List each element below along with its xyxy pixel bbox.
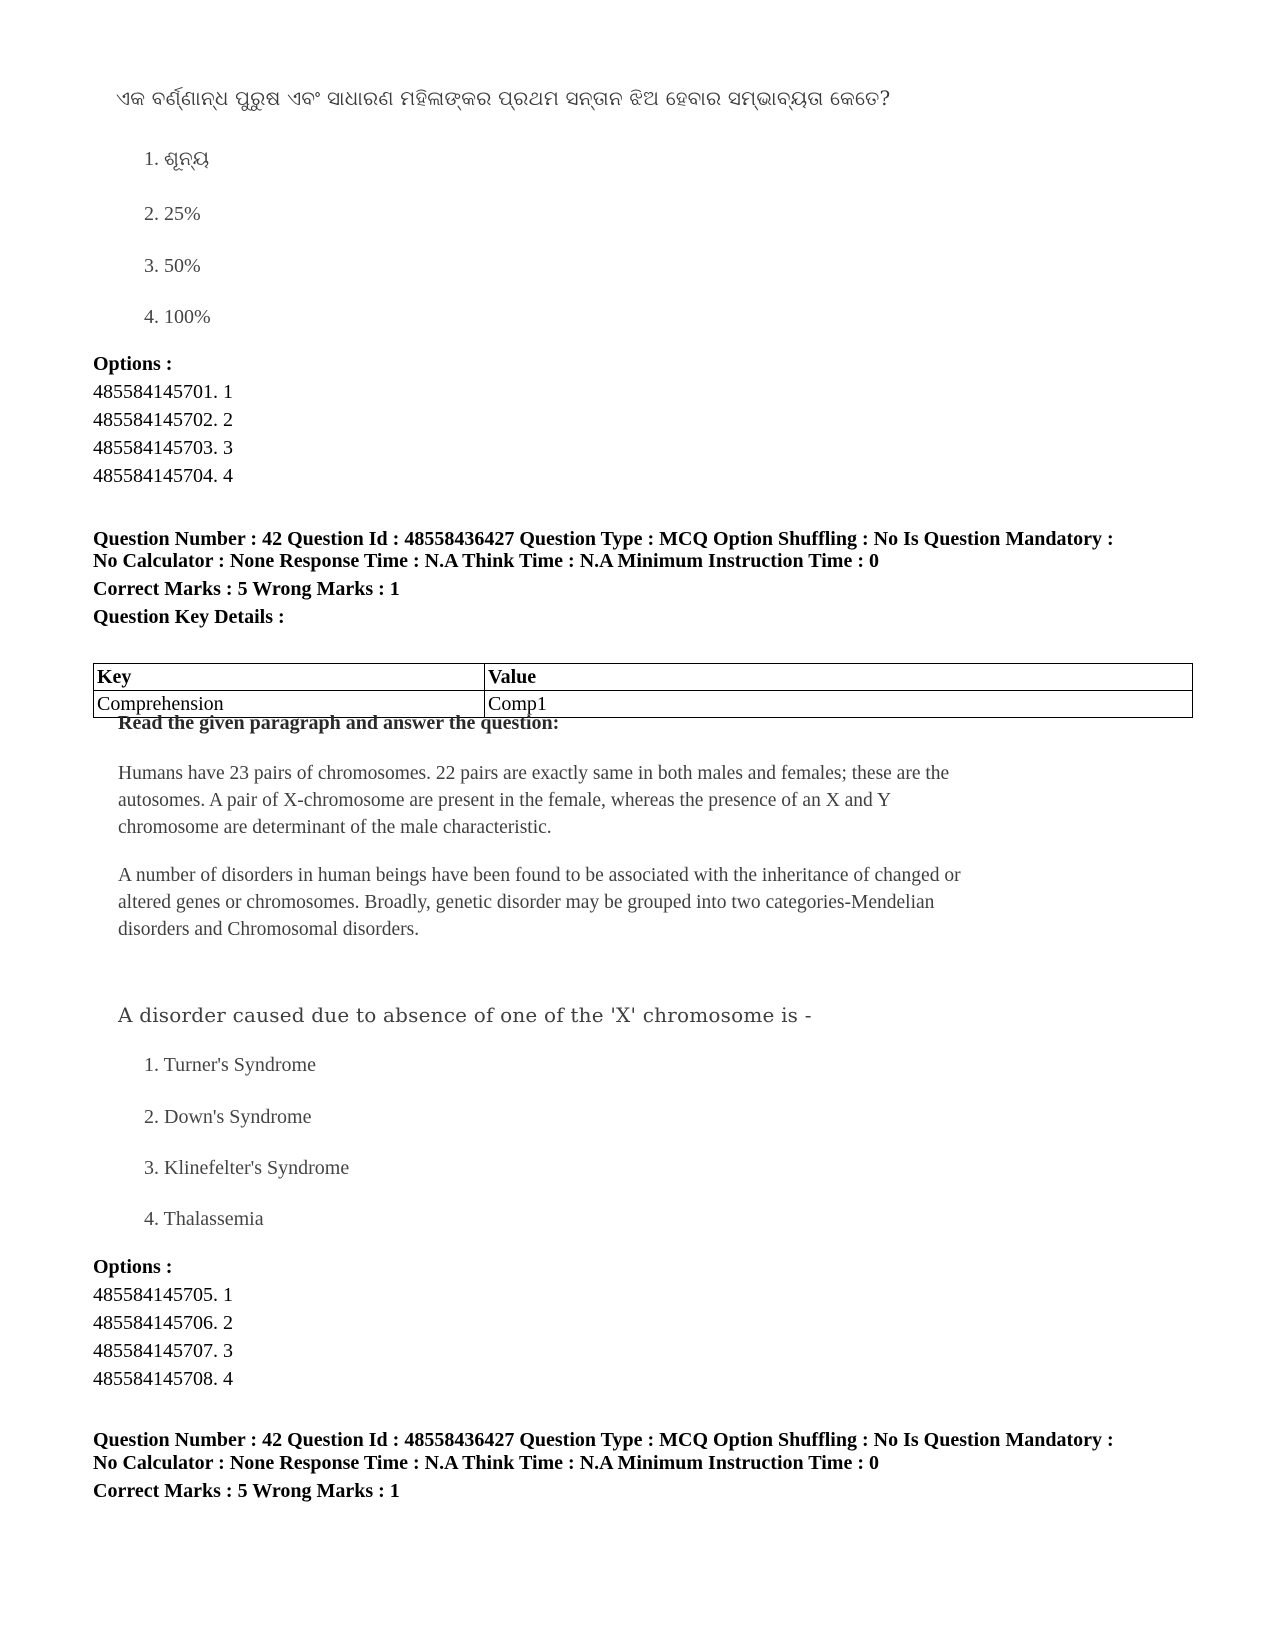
passage-line: disorders and Chromosomal disorders.	[118, 919, 420, 940]
passage-paragraph-1	[118, 760, 1158, 841]
choice-3: 3. 50%	[144, 255, 201, 277]
passage-heading: Read the given paragraph and answer the question:	[118, 712, 560, 734]
passage-line: Humans have 23 pairs of chromosomes. 22 pairs are exactly same in both males and females; these are the	[118, 763, 950, 784]
option-id-1: 485584145705. 1	[93, 1284, 233, 1306]
option-id-1: 485584145701. 1	[93, 381, 233, 403]
options-heading: Options :	[93, 353, 173, 375]
option-id-3: 485584145707. 3	[93, 1340, 233, 1362]
passage-paragraph-2	[118, 862, 1158, 943]
marks-line: Correct Marks : 5 Wrong Marks : 1	[93, 1480, 400, 1502]
passage-line: autosomes. A pair of X-chromosome are present in the female, whereas the presence of an X and Y	[118, 790, 892, 811]
option-id-2: 485584145702. 2	[93, 409, 233, 431]
table-cell-value: Comp1	[485, 691, 1193, 718]
key-details-table	[93, 663, 1193, 718]
table-header-value: Value	[485, 664, 1193, 691]
table-cell-key: Comprehension	[94, 691, 485, 718]
choice-1: 1. Turner's Syndrome	[144, 1054, 316, 1076]
question-text: A disorder caused due to absence of one of the 'X' chromosome is -	[118, 1003, 812, 1027]
passage-line: A number of disorders in human beings have been found to be associated with the inheritance of changed or	[118, 865, 961, 886]
question-meta-line-2: No Calculator : None Response Time : N.A Think Time : N.A Minimum Instruction Time : 0	[93, 550, 879, 572]
question-meta-line-2: No Calculator : None Response Time : N.A Think Time : N.A Minimum Instruction Time : 0	[93, 1452, 879, 1474]
passage-line: chromosome are determinant of the male characteristic.	[118, 817, 552, 838]
question-text-odia: ଏକ ବର୍ଣ୍ଣାନ୍ଧ ପୁରୁଷ ଏବଂ ସାଧାରଣ ମହିଳାଙ୍କର ପ୍ରଥମ ସନ୍ତାନ ଝିଅ ହେବାର ସମ୍ଭାବ୍ୟତା କେତେ?	[116, 86, 891, 110]
choice-2: 2. 25%	[144, 203, 201, 225]
key-details-heading: Question Key Details :	[93, 606, 285, 628]
choice-1: 1. ଶୂନ୍ୟ	[144, 148, 210, 170]
option-id-4: 485584145704. 4	[93, 465, 233, 487]
marks-line: Correct Marks : 5 Wrong Marks : 1	[93, 578, 400, 600]
table-header-row	[94, 664, 1193, 691]
option-id-3: 485584145703. 3	[93, 437, 233, 459]
question-meta-line-1: Question Number : 42 Question Id : 48558436427 Question Type : MCQ Option Shuffling : No Is Question Mandatory :	[93, 528, 1114, 550]
table-header-key: Key	[94, 664, 485, 691]
option-id-4: 485584145708. 4	[93, 1368, 233, 1390]
choice-2: 2. Down's Syndrome	[144, 1106, 312, 1128]
options-heading: Options :	[93, 1256, 173, 1278]
choice-3: 3. Klinefelter's Syndrome	[144, 1157, 350, 1179]
choice-4: 4. Thalassemia	[144, 1208, 264, 1230]
option-id-2: 485584145706. 2	[93, 1312, 233, 1334]
passage-line: altered genes or chromosomes. Broadly, genetic disorder may be grouped into two categories-Mendelian	[118, 892, 935, 913]
question-meta-line-1: Question Number : 42 Question Id : 48558436427 Question Type : MCQ Option Shuffling : No Is Question Mandatory :	[93, 1429, 1114, 1451]
choice-4: 4. 100%	[144, 306, 211, 328]
